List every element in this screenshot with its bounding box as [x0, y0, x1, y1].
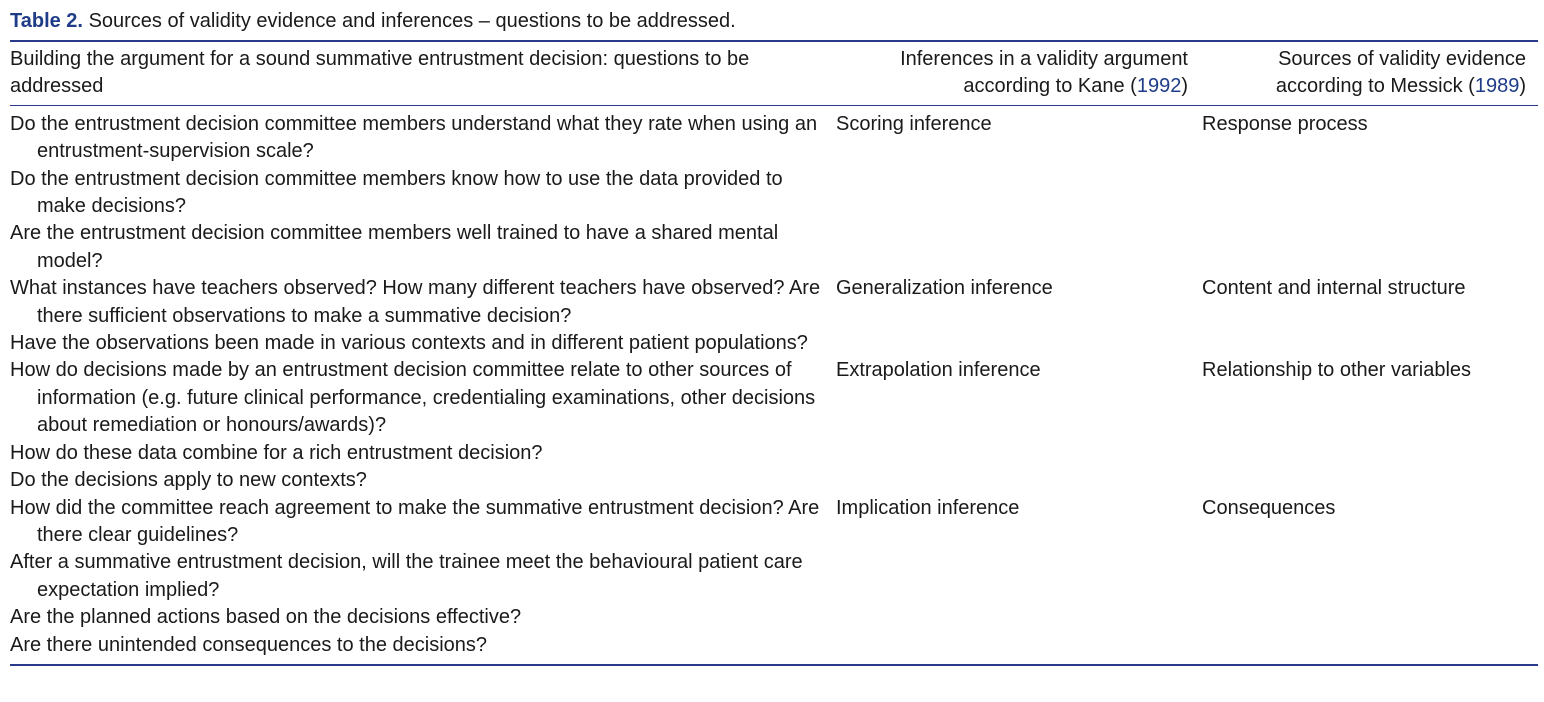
question-cell: Do the entrustment decision committee members know how to use the data provided to make decisions?: [10, 167, 783, 218]
table-row: [10, 604, 1538, 631]
table-header: [10, 42, 1538, 106]
inference-cell: [836, 330, 1202, 357]
table-row: [10, 440, 1538, 467]
inference-cell: [836, 604, 1202, 631]
source-cell: [1202, 440, 1538, 467]
table-row: [10, 495, 1538, 550]
question-cell: Are the entrustment decision committee members well trained to have a shared mental model?: [10, 222, 779, 272]
inference-cell: Generalization inference: [836, 277, 1053, 300]
source-cell: Response process: [1202, 112, 1368, 135]
inference-cell: [836, 632, 1202, 664]
table-row: [10, 106, 1538, 166]
table-row: [10, 357, 1538, 439]
table-figure: [10, 6, 1538, 666]
kane-year-link[interactable]: 1992: [1136, 75, 1182, 98]
header-row: [10, 42, 1538, 105]
question-cell: Do the entrustment decision committee members understand what they rate when using an entrustment-supervision scale?: [10, 112, 818, 163]
inference-cell: [836, 220, 1202, 275]
source-cell: [1202, 220, 1538, 275]
table-caption-text: Sources of validity evidence and inferences – questions to be addressed.: [88, 10, 736, 32]
source-cell: [1202, 549, 1538, 604]
header-sources: [1202, 42, 1538, 105]
source-cell: [1202, 467, 1538, 494]
question-cell: Are the planned actions based on the decisions effective?: [10, 606, 522, 629]
header-inferences-text: Inferences in a validity argument according to Kane (: [900, 48, 1188, 98]
source-cell: [1202, 632, 1538, 664]
question-cell: Are there unintended consequences to the decisions?: [10, 633, 488, 656]
table-row: [10, 220, 1538, 275]
source-cell: Content and internal structure: [1202, 277, 1466, 300]
source-cell: Consequences: [1202, 496, 1336, 519]
source-cell: Relationship to other variables: [1202, 359, 1472, 382]
header-inferences-suffix: ): [1181, 75, 1188, 98]
inference-cell: [836, 440, 1202, 467]
question-cell: After a summative entrustment decision, will the trainee meet the behavioural patient care expectation implied?: [10, 551, 803, 601]
source-cell: [1202, 604, 1538, 631]
source-cell: [1202, 166, 1538, 221]
question-cell: Have the observations been made in various contexts and in different patient populations?: [10, 332, 808, 355]
header-questions: Building the argument for a sound summative entrustment decision: questions to be addressed: [10, 48, 750, 98]
table-row: [10, 632, 1538, 664]
table-bottom-rule: [10, 664, 1538, 666]
table-row: [10, 467, 1538, 494]
table-row: [10, 275, 1538, 330]
table-row: [10, 166, 1538, 221]
question-cell: How do decisions made by an entrustment decision committee relate to other sources of information (e.g. future clinical performance, credentialing examinations, other decisions about remediation or honours/awards)?: [10, 359, 816, 437]
question-cell: Do the decisions apply to new contexts?: [10, 469, 367, 492]
question-cell: What instances have teachers observed? How many different teachers have observed? Are there sufficient observations to make a summative decision?: [10, 277, 821, 327]
messick-year-link[interactable]: 1989: [1474, 75, 1520, 98]
table-row: [10, 330, 1538, 357]
validity-table: [10, 42, 1538, 664]
inference-cell: [836, 549, 1202, 604]
question-cell: How do these data combine for a rich entrustment decision?: [10, 441, 543, 464]
inference-cell: Extrapolation inference: [836, 359, 1041, 382]
header-sources-suffix: ): [1519, 75, 1526, 98]
question-cell: How did the committee reach agreement to make the summative entrustment decision? Are there clear guidelines?: [10, 496, 820, 546]
table-row: [10, 549, 1538, 604]
inference-cell: Implication inference: [836, 496, 1020, 519]
header-inferences: [836, 42, 1202, 105]
table-caption-label: Table 2.: [10, 10, 83, 32]
header-sources-text: Sources of validity evidence according to Messick (: [1275, 48, 1526, 98]
inference-cell: [836, 166, 1202, 221]
table-caption: [10, 6, 1538, 36]
table-body: [10, 106, 1538, 664]
inference-cell: [836, 467, 1202, 494]
inference-cell: Scoring inference: [836, 112, 992, 135]
source-cell: [1202, 330, 1538, 357]
